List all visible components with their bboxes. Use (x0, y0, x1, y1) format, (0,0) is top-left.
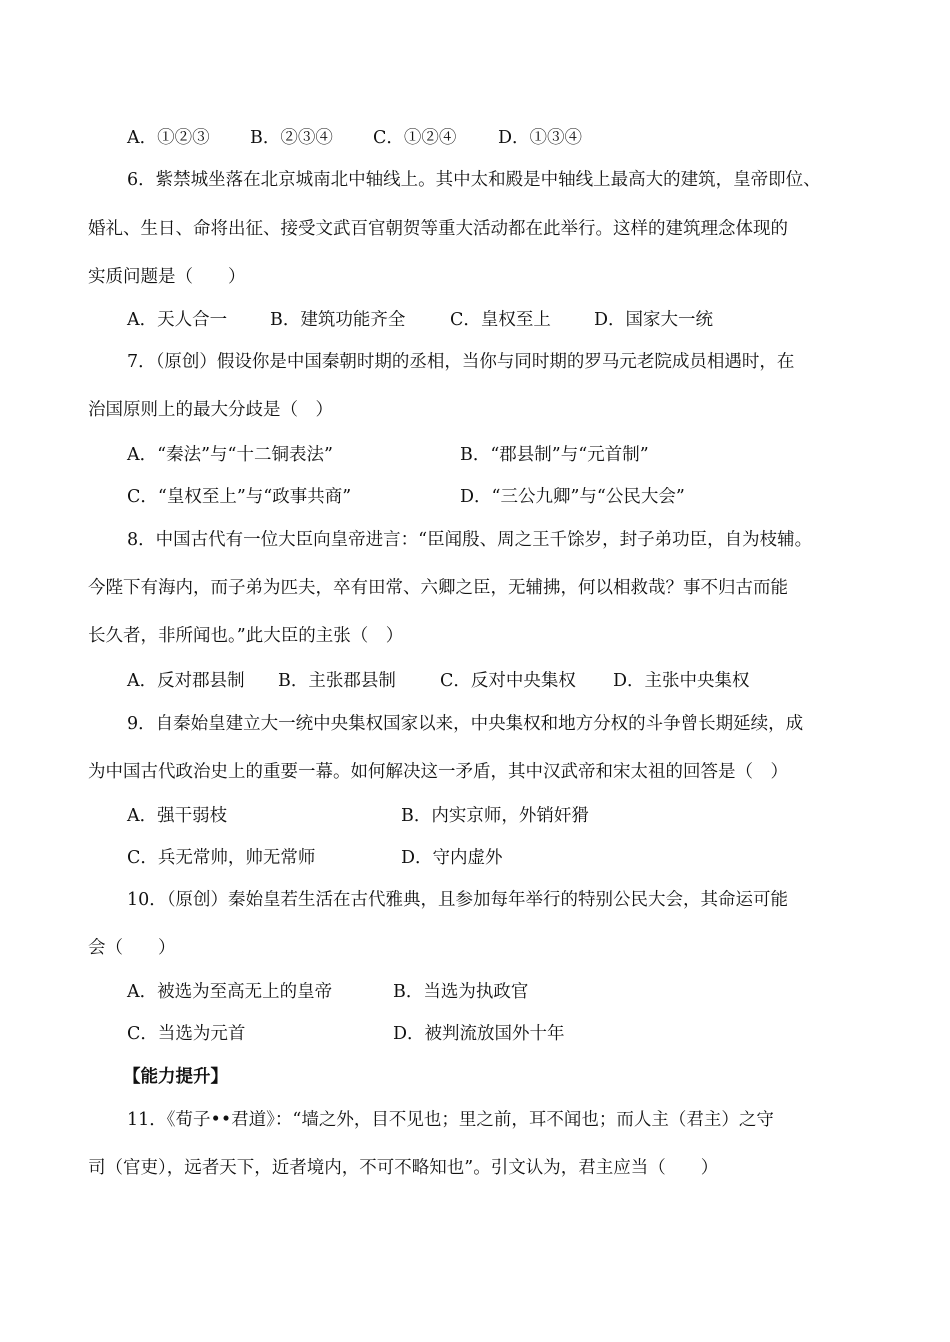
q6-line-1: 6．紫禁城坐落在北京城南北中轴线上。其中太和殿是中轴线上最高大的建筑，皇帝即位、 (127, 170, 821, 190)
q7-option-d: D．“三公九卿”与“公民大会” (460, 487, 685, 507)
q8-option-a: A．反对郡县制 (127, 671, 245, 691)
q7-option-b: B．“郡县制”与“元首制” (460, 445, 649, 465)
q9-option-c: C．兵无常帅，帅无常师 (127, 848, 316, 868)
q5-option-a: A．①②③ (127, 128, 210, 148)
q6-option-a: A．天人合一 (127, 310, 228, 330)
q9-line-1: 9．自秦始皇建立大一统中央集权国家以来，中央集权和地方分权的斗争曾长期延续，成 (127, 714, 804, 734)
q9-option-b: B．内实京师，外销奸猾 (401, 806, 589, 826)
q8-line-2: 今陛下有海内，而子弟为匹夫，卒有田常、六卿之臣，无辅拂，何以相救哉？事不归古而能 (88, 578, 788, 598)
q10-line-2: 会（ ） (88, 938, 176, 958)
q5-option-d: D．①③④ (498, 128, 583, 148)
q10-option-a: A．被选为至高无上的皇帝 (127, 982, 333, 1002)
q10-line-1: 10．（原创）秦始皇若生活在古代雅典，且参加每年举行的特别公民大会，其命运可能 (127, 890, 789, 910)
q10-option-b: B．当选为执政官 (393, 982, 529, 1002)
q5-option-b: B．②③④ (250, 128, 333, 148)
q11-line-1: 11．《荀子••君道》：“墙之外，目不见也；里之前，耳不闻也；而人主（君主）之守 (127, 1110, 774, 1130)
q8-line-1: 8．中国古代有一位大臣向皇帝进言：“臣闻殷、周之王千馀岁，封子弟功臣，自为枝辅。 (127, 530, 813, 550)
q9-option-a: A．强干弱枝 (127, 806, 228, 826)
q6-option-d: D．国家大一统 (594, 310, 714, 330)
q5-option-c: C．①②④ (373, 128, 457, 148)
q9-line-2: 为中国古代政治史上的重要一幕。如何解决这一矛盾，其中汉武帝和宋太祖的回答是（ ） (88, 762, 788, 782)
q6-line-3: 实质问题是（ ） (88, 267, 246, 287)
q10-option-d: D．被判流放国外十年 (393, 1024, 565, 1044)
q7-option-a: A．“秦法”与“十二铜表法” (127, 445, 333, 465)
q9-option-d: D．守内虚外 (401, 848, 503, 868)
q6-option-c: C．皇权至上 (450, 310, 551, 330)
q8-option-c: C．反对中央集权 (440, 671, 576, 691)
q7-line-1: 7．（原创）假设你是中国秦朝时期的丞相，当你与同时期的罗马元老院成员相遇时，在 (127, 352, 795, 372)
q7-line-2: 治国原则上的最大分歧是（ ） (88, 400, 333, 420)
q8-option-b: B．主张郡县制 (278, 671, 396, 691)
q6-option-b: B．建筑功能齐全 (270, 310, 406, 330)
section-heading: 【能力提升】 (123, 1067, 228, 1087)
q10-option-c: C．当选为元首 (127, 1024, 246, 1044)
q11-line-2: 司（官吏），远者天下，近者境内，不可不略知也”。引文认为，君主应当（ ） (88, 1158, 719, 1178)
q6-line-2: 婚礼、生日、命将出征、接受文武百官朝贺等重大活动都在此举行。这样的建筑理念体现的 (88, 219, 788, 239)
q8-line-3: 长久者，非所闻也。”此大臣的主张（ ） (88, 626, 404, 646)
q7-option-c: C．“皇权至上”与“政事共商” (127, 487, 352, 507)
q8-option-d: D．主张中央集权 (613, 671, 750, 691)
